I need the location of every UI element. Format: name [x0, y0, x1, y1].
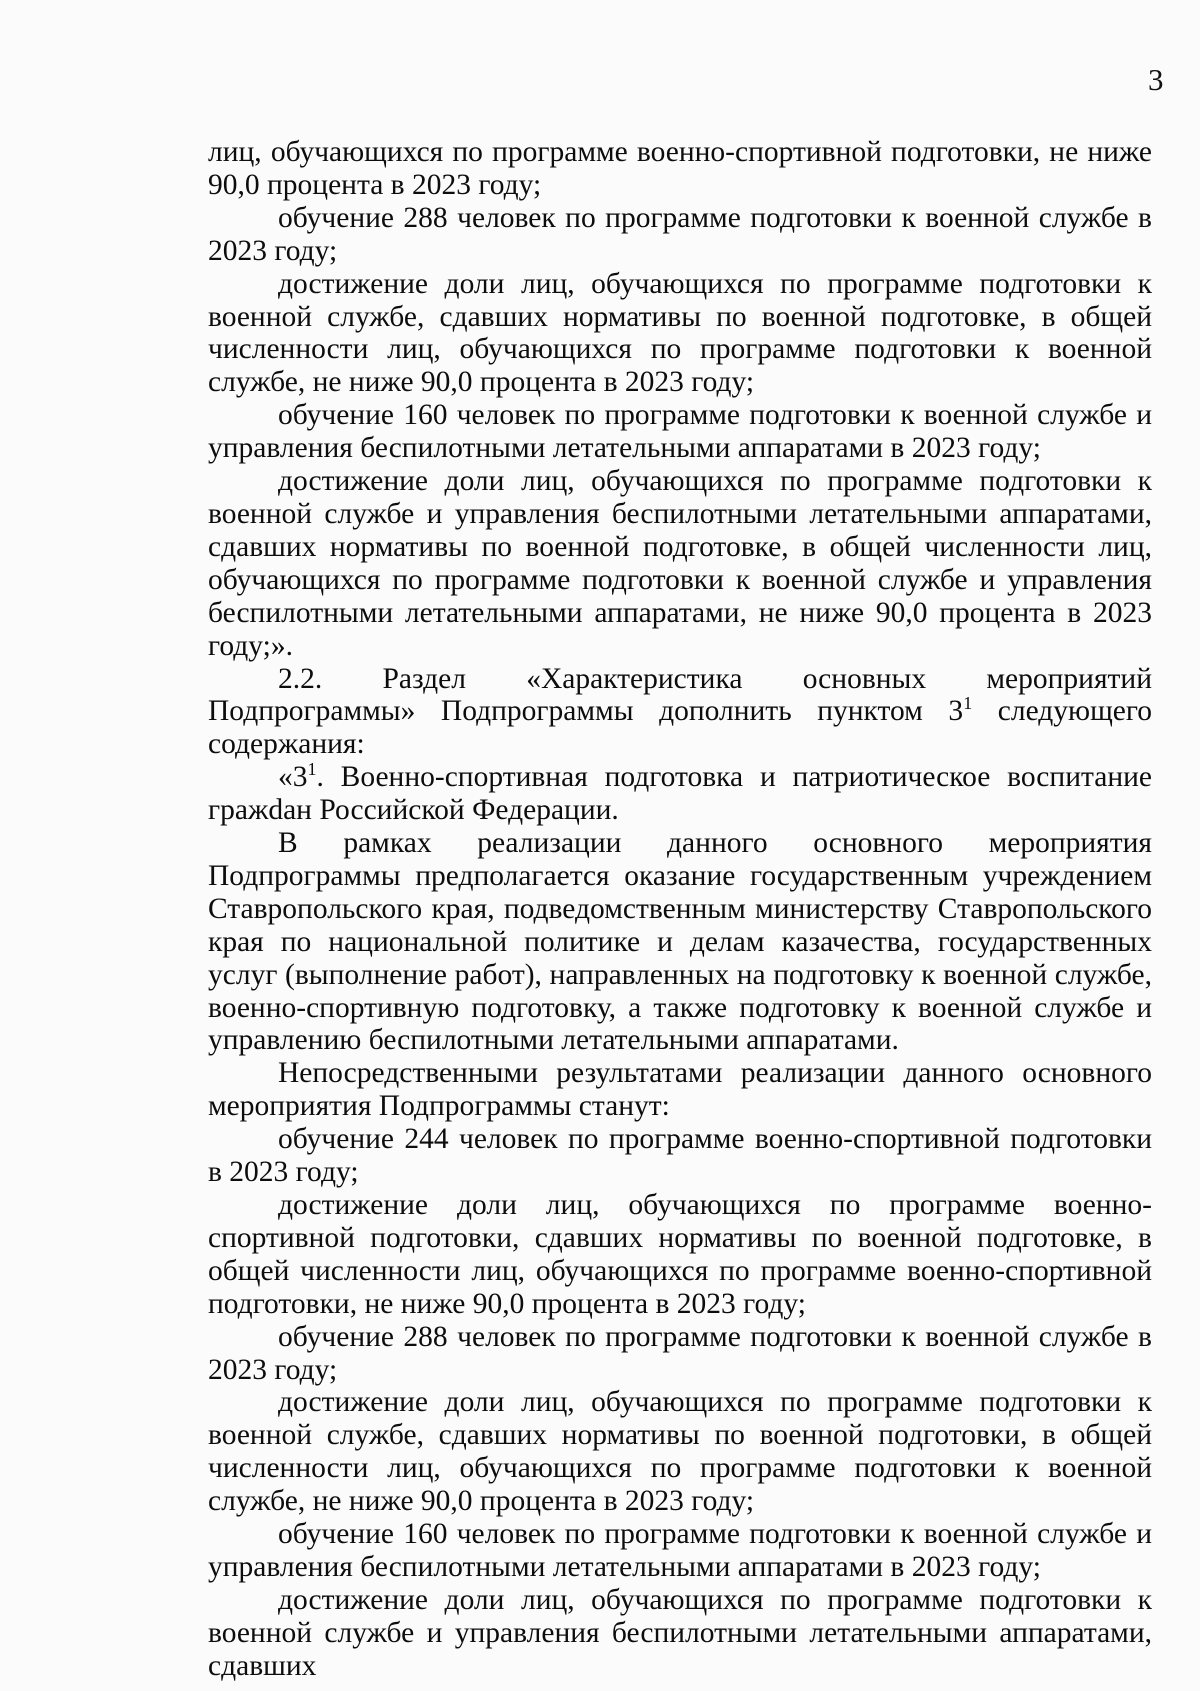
paragraph-implementation: В рамках реализации данного основного мероприятия Подпрограммы предполагается оказание государственным учреждением Ставропольского края, подведомственным министерству Ставропольского края по национальной политике и делам казачества, государственных услуг (выполнение работ), направленных на подготовку к военной службе, военно-спортивную подготовку, а также подготовку к военной службе и управлению беспилотными летательными аппаратами.: [208, 827, 1152, 1057]
paragraph-share-sports-training: достижение доли лиц, обучающихся по программе военно-спортивной подготовки, сдавших нормативы по военной подготовке, в общей численности лиц, обучающихся по программе военно-спортивной подготовки, не ниже 90,0 процента в 2023 году;: [208, 1189, 1152, 1320]
paragraph-training-160-repeat: обучение 160 человек по программе подготовки к военной службе и управления беспилотными летательными аппаратами в 2023 году;: [208, 1518, 1152, 1583]
superscript: 1: [307, 759, 317, 780]
paragraph-share-uav: достижение доли лиц, обучающихся по программе подготовки к военной службе и управления беспилотными летательными аппаратами, сдавших нормативы по военной подготовке, в общей численности лиц, обучающихся по программе подготовки к военной службе и управления беспилотными летательными аппаратами, не ниже 90,0 процента в 2023 году;».: [208, 465, 1152, 662]
paragraph-training-244: обучение 244 человек по программе военно-спортивной подготовки в 2023 году;: [208, 1123, 1152, 1189]
document-body: [208, 136, 1152, 1683]
section-2-2-text-end: следующего содержания:: [208, 695, 1153, 761]
superscript: 1: [963, 693, 973, 714]
paragraph-share-military-service: достижение доли лиц, обучающихся по программе подготовки к военной службе, сдавших нормативы по военной подготовке, в общей численности лиц, обучающихся по программе подготовки к военной службе, не ниже 90,0 процента в 2023 году;: [208, 267, 1152, 399]
item-3-1-title: . Военно-спортивная подготовка и патриотическое воспитание гражdан Российской Федерации.: [208, 761, 1152, 827]
paragraph-training-160: обучение 160 человек по программе подготовки к военной службе и управления беспилотными летательными аппаратами в 2023 году;: [208, 399, 1152, 465]
paragraph-item-3-1-title: [208, 761, 1152, 827]
paragraph-section-2-2: [208, 663, 1152, 762]
section-2-2-text: 2.2. Раздел «Характеристика основных мероприятий Подпрограммы» Подпрограммы дополнить пунктом 3: [208, 662, 1152, 728]
paragraph-continuation: лиц, обучающихся по программе военно-спортивной подготовки, не ниже 90,0 процента в 2023 году;: [208, 136, 1152, 201]
page-number: 3: [1148, 62, 1164, 97]
paragraph-training-288-repeat: обучение 288 человек по программе подготовки к военной службе в 2023 году;: [208, 1320, 1152, 1386]
item-3-1-prefix: «3: [278, 761, 308, 794]
paragraph-share-uav-repeat: достижение доли лиц, обучающихся по программе подготовки к военной службе и управления беспилотными летательными аппаратами, сдавших: [208, 1583, 1152, 1682]
paragraph-training-288: обучение 288 человек по программе подготовки к военной службе в 2023 году;: [208, 201, 1152, 267]
paragraph-results-intro: Непосредственными результатами реализации данного основного мероприятия Подпрограммы станут:: [208, 1057, 1152, 1123]
paragraph-share-military-service-repeat: достижение доли лиц, обучающихся по программе подготовки к военной службе, сдавших нормативы по военной подготовки, в общей численности лиц, обучающихся по программе подготовки к военной службе, не ниже 90,0 процента в 2023 году;: [208, 1386, 1152, 1518]
